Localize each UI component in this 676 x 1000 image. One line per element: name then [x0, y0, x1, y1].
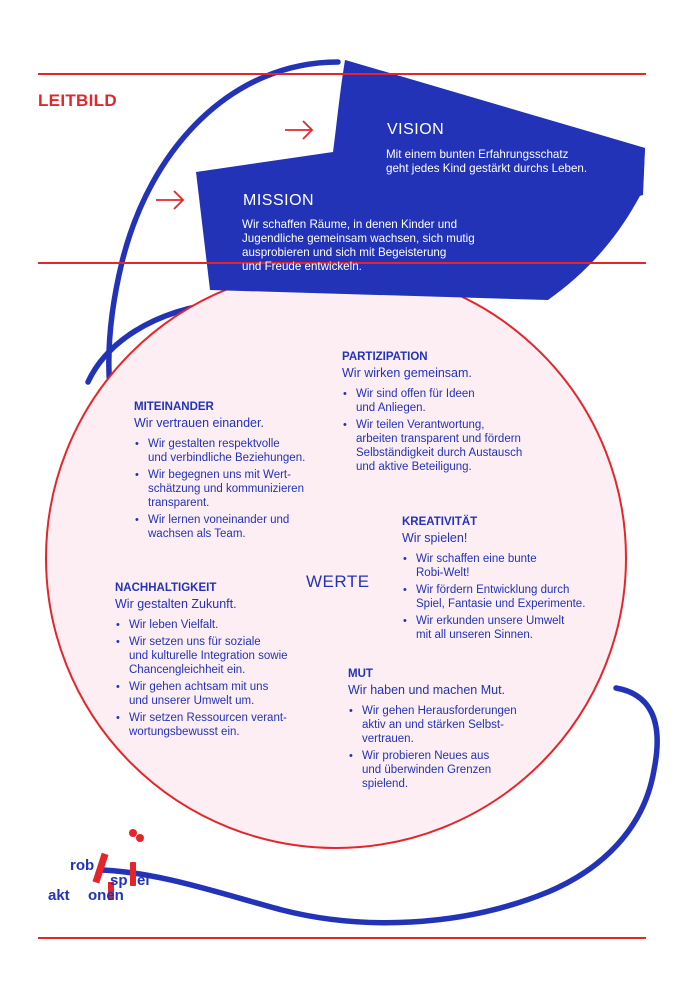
- section-heading: KREATIVITÄT: [402, 516, 478, 528]
- section-heading: NACHHALTIGKEIT: [115, 582, 217, 594]
- list-item: • Wir begegnen uns mit Wert- schätzung und kommunizieren transparent.: [134, 468, 349, 510]
- list-item: • Wir sind offen für Ideen und Anliegen.: [342, 387, 572, 415]
- robi-logo: rob sp el akt onen: [48, 857, 150, 904]
- list-item: • Wir teilen Verantwortung, arbeiten transparent und fördern Selbständigkeit durch Austausch und aktive Beteiligung.: [342, 418, 572, 474]
- vision-arrow-icon: [285, 121, 312, 139]
- list-item: • Wir gestalten respektvolle und verbindliche Beziehungen.: [134, 437, 349, 465]
- list-item: • Wir fördern Entwicklung durch Spiel, Fantasie und Experimente.: [402, 583, 632, 611]
- mission-text: Wir schaffen Räume, in denen Kinder und Jugendliche gemeinsam wachsen, sich mutig ausprobieren und sich mit Begeisterung und Freude entwickeln.: [242, 218, 475, 273]
- list-item: • Wir erkunden unsere Umwelt mit all unseren Sinnen.: [402, 614, 632, 642]
- list-item: • Wir setzen Ressourcen verant- wortungsbewusst ein.: [115, 711, 330, 739]
- werte-label: WERTE: [306, 572, 370, 591]
- bottom-rule: [38, 937, 646, 939]
- list-item: • Wir schaffen eine bunte Robi-Welt!: [402, 552, 632, 580]
- section-mut: [348, 668, 568, 794]
- section-subtitle: Wir vertrauen einander.: [134, 416, 264, 430]
- section-heading: PARTIZIPATION: [342, 351, 428, 363]
- mission-arrow-icon: [156, 191, 183, 209]
- page-title: LEITBILD: [38, 91, 117, 110]
- top-rule: [38, 73, 646, 75]
- section-subtitle: Wir wirken gemeinsam.: [342, 366, 472, 380]
- list-item: • Wir leben Vielfalt.: [115, 618, 330, 632]
- list-item: • Wir gehen achtsam mit uns und unserer Umwelt um.: [115, 680, 330, 708]
- list-item: • Wir probieren Neues aus und überwinden Grenzen spielend.: [348, 749, 568, 791]
- vision-text: Mit einem bunten Erfahrungsschatz geht jedes Kind gestärkt durchs Leben.: [386, 148, 588, 175]
- section-heading: MITEINANDER: [134, 401, 214, 413]
- section-kreativitaet: [402, 516, 632, 645]
- section-subtitle: Wir gestalten Zukunft.: [115, 597, 237, 611]
- list-item: • Wir lernen voneinander und wachsen als Team.: [134, 513, 349, 541]
- section-heading: MUT: [348, 668, 373, 680]
- section-subtitle: Wir spielen!: [402, 531, 468, 545]
- vision-heading: VISION: [387, 121, 445, 138]
- section-miteinander: [134, 401, 349, 544]
- section-nachhaltigkeit: [115, 582, 330, 742]
- mission-heading: MISSION: [243, 192, 315, 209]
- section-subtitle: Wir haben und machen Mut.: [348, 683, 506, 697]
- list-item: • Wir gehen Herausforderungen aktiv an und stärken Selbst- vertrauen.: [348, 704, 568, 746]
- section-partizipation: [342, 351, 572, 477]
- list-item: • Wir setzen uns für soziale und kulturelle Integration sowie Chancengleichheit ein.: [115, 635, 330, 677]
